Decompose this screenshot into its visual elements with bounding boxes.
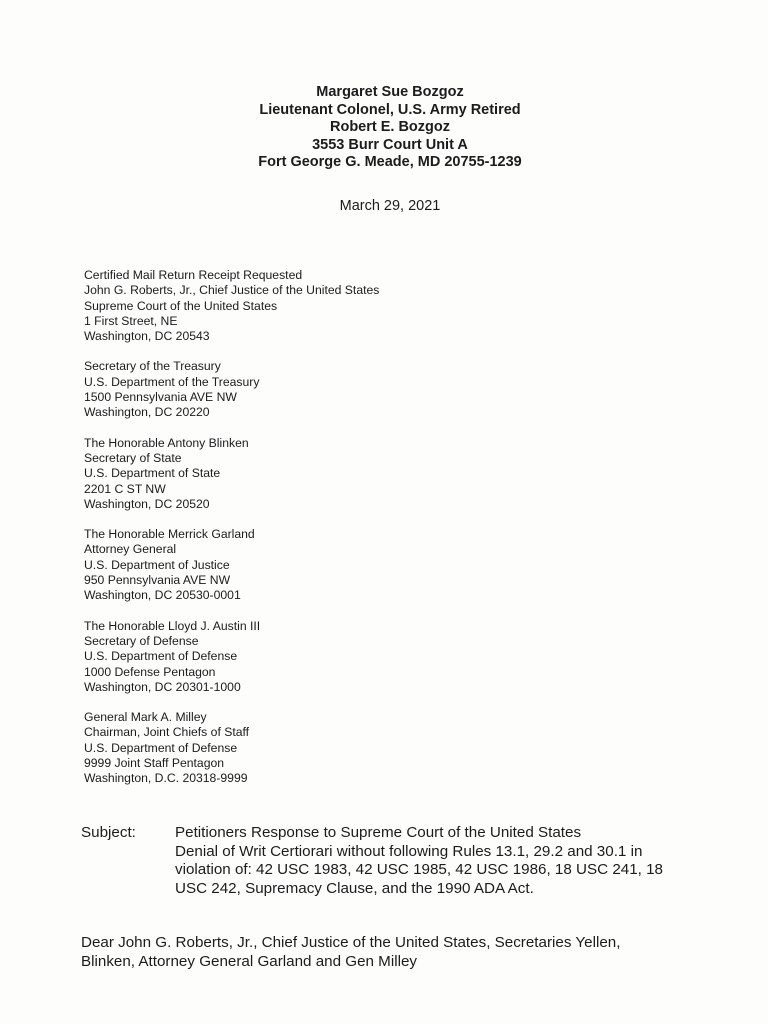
address-line: 950 Pennsylvania AVE NW bbox=[84, 573, 231, 588]
address-line: Washington, DC 20520 bbox=[84, 496, 210, 511]
address-line: Supreme Court of the United States bbox=[84, 298, 278, 313]
address-line: Washington, DC 20530-0001 bbox=[84, 588, 241, 603]
sender-name: Margaret Sue Bozgoz bbox=[316, 84, 464, 100]
address-block-defense bbox=[84, 619, 379, 695]
sender-rank: Lieutenant Colonel, U.S. Army Retired bbox=[259, 101, 521, 118]
address-block-treasury bbox=[84, 359, 379, 420]
address-line: 9999 Joint Staff Pentagon bbox=[84, 756, 225, 771]
address-line: The Honorable Antony Blinken bbox=[84, 435, 249, 450]
subject-line: Petitioners Response to Supreme Court of the United States bbox=[175, 824, 582, 841]
address-line: The Honorable Merrick Garland bbox=[84, 527, 255, 542]
address-line: General Mark A. Milley bbox=[84, 710, 207, 725]
address-line: Chairman, Joint Chiefs of Staff bbox=[84, 725, 250, 740]
address-line: U.S. Department of the Treasury bbox=[84, 374, 260, 389]
address-block-justice bbox=[84, 527, 379, 603]
address-line: The Honorable Lloyd J. Austin III bbox=[84, 618, 261, 633]
sender-street: 3553 Burr Court Unit A bbox=[312, 136, 468, 153]
address-line: Attorney General bbox=[84, 542, 177, 557]
address-line: Secretary of Defense bbox=[84, 633, 199, 648]
subject-text bbox=[175, 824, 663, 898]
address-line: Certified Mail Return Receipt Requested bbox=[84, 268, 303, 282]
salutation bbox=[81, 934, 620, 971]
address-line: U.S. Department of Defense bbox=[84, 740, 238, 755]
subject-line: USC 242, Supremacy Clause, and the 1990 ADA Act. bbox=[175, 879, 534, 897]
address-block-chief-justice bbox=[84, 268, 379, 344]
co-sender-name: Robert E. Bozgoz bbox=[329, 119, 451, 135]
address-line: Secretary of the Treasury bbox=[84, 359, 221, 374]
subject-line: Denial of Writ Certiorari without following Rules 13.1, 29.2 and 30.1 in bbox=[175, 842, 643, 860]
address-line: U.S. Department of State bbox=[84, 466, 221, 481]
subject-line: violation of: 42 USC 1983, 42 USC 1985, 42 USC 1986, 18 USC 241, 18 bbox=[175, 861, 663, 878]
subject-label: Subject: bbox=[81, 824, 136, 841]
letter-header bbox=[0, 84, 768, 172]
address-line: U.S. Department of Justice bbox=[84, 557, 230, 572]
address-line: 1500 Pennsylvania AVE NW bbox=[84, 390, 237, 405]
address-line: U.S. Department of Defense bbox=[84, 649, 238, 664]
address-line: Secretary of State bbox=[84, 450, 182, 465]
address-line: 1 First Street, NE bbox=[84, 313, 178, 328]
address-line: Washington, DC 20301-1000 bbox=[84, 679, 241, 694]
address-line: 1000 Defense Pentagon bbox=[84, 664, 216, 679]
recipient-addresses bbox=[84, 268, 379, 802]
address-block-state bbox=[84, 436, 379, 512]
address-line: John G. Roberts, Jr., Chief Justice of the United States bbox=[84, 283, 380, 298]
address-line: Washington, D.C. 20318-9999 bbox=[84, 771, 248, 786]
salutation-line: Blinken, Attorney General Garland and Gen Milley bbox=[81, 952, 417, 970]
salutation-line: Dear John G. Roberts, Jr., Chief Justice of the United States, Secretaries Yellen, bbox=[81, 934, 621, 951]
address-line: 2201 C ST NW bbox=[84, 481, 166, 496]
address-block-joint-chiefs bbox=[84, 710, 379, 786]
address-line: Washington, DC 20220 bbox=[84, 405, 210, 420]
sender-city: Fort George G. Meade, MD 20755-1239 bbox=[258, 154, 522, 170]
letter-date: March 29, 2021 bbox=[339, 198, 441, 214]
address-line: Washington, DC 20543 bbox=[84, 329, 210, 344]
